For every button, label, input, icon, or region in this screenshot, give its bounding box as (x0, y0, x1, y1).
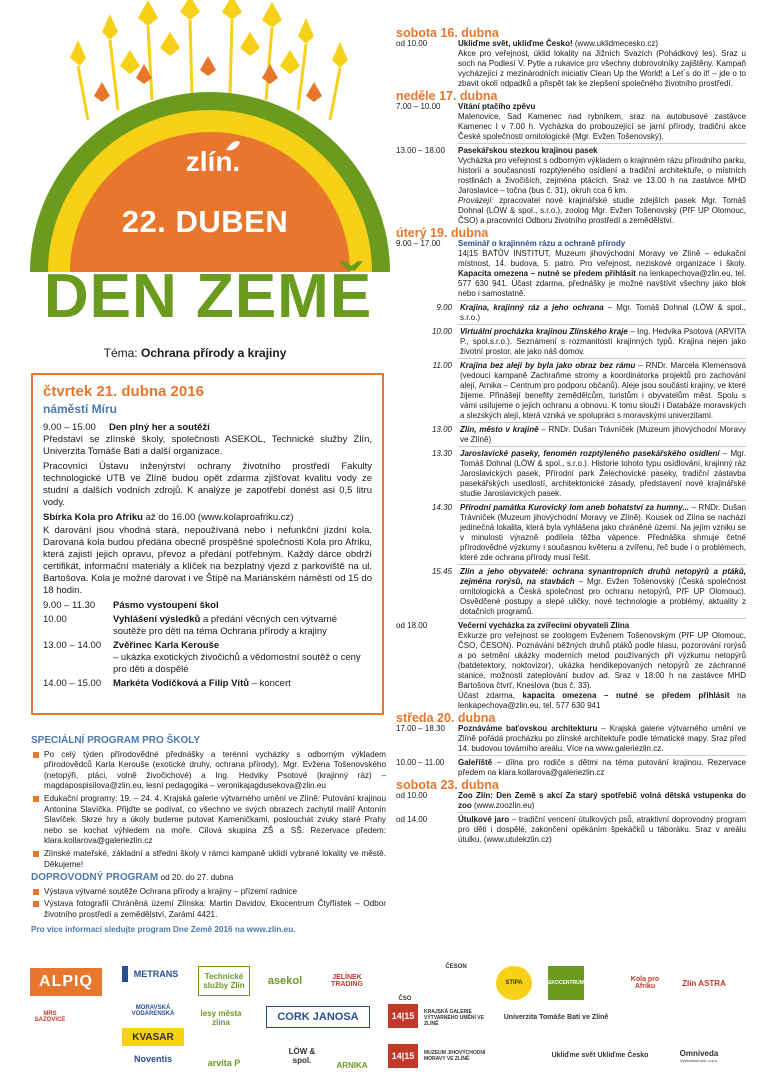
event-date: 22. DUBEN (121, 204, 289, 239)
event-title: Pasekářskou stezkou krajinou pasek (458, 146, 598, 155)
ceson-logo: ČESON (445, 964, 467, 970)
paragraph: Pracovníci Ústavu inženýrství ochrany životního prostředí Fakulty technologické UTB ve Zlíně budou opět zdarma zjišťovat kvalitu vody ze studní a dalších vodních zdrojů. K analýze je zapotřebí donést asi 0,5 litru vody. (43, 461, 372, 508)
lecture-time: 10.00 (431, 327, 452, 336)
row-desc: a předání věcných cen výtvarné soutěže pro děti na téma Ochrana přírody a krajiny (113, 614, 338, 637)
lecture-title: Přírodní památka Kurovický lom aneb bohatství za humny... (460, 503, 690, 512)
lecture-entry (396, 425, 746, 445)
divider (458, 618, 746, 619)
event-entry (396, 102, 746, 142)
row-desc: – koncert (249, 678, 291, 689)
row-title: Pásmo vystoupení škol (113, 600, 219, 611)
event-entry (396, 791, 746, 811)
sponsor-logos (26, 962, 746, 1074)
accompanying-title: DOPROVODNÝ PROGRAM (31, 872, 159, 884)
arnika-logo: ARNIKA (336, 1061, 368, 1070)
event-time: 17.00 – 18.30 (396, 724, 445, 733)
lecture-desc: – Mgr. Tomáš Dohnal (LÖW & spol., s.r.o.). Historie tohoto typu osídlování, krajinný ráz Jaroslavických pasek, Přírodní park Želechovické paseky, tradiční zástavba pasekářských usedlostí, architektonické zásady, představení nové krajinářské studie Jaroslavických pasek. (460, 449, 747, 498)
lecture-title: Krajina bez alejí by byla jako obraz bez rámu (460, 361, 636, 370)
lecture-desc: – RNDr. Marcela Klemensová (vedoucí kampaně Zachraňme stromy a koordinátorka projektů pro zachování alejí, Arnika – Centrum pro podporu občanů). Aleje jsou součástí krajiny, ve které žijeme. Přinášejí benefity zemědělcům, turistům i obyvatelům měst. Spolu s vámi usilujeme o jejich ochranu a obnovu. K tomu slouží i Databáze moravských a slezských alejí, která vzniká ve spolupráci s moravskými univerzitami. (460, 361, 747, 420)
special-heading: SPECIÁLNÍ PROGRAM PRO ŠKOLY (31, 735, 201, 746)
theme-value: Ochrana přírody a krajiny (140, 346, 287, 360)
arvita-logo: arvita P (207, 1058, 241, 1068)
divider (458, 143, 746, 144)
event-entry (396, 146, 746, 226)
row-title: Markéta Vodičková a Filip Vítů (113, 678, 250, 689)
guides-text: zpracovatel nové krajinářské studie zdejších pasek Mgr. Tomáš Dohnal (LÖW & spol., s.r.o.), zoolog Mgr. Evžen Tošenovský (PřF UP Olomouc, ČSO) a pracovníci Odboru životního prostředí a zemědělství. (458, 196, 746, 225)
event-time: 13.00 – 18.00 (396, 146, 445, 155)
event-desc: Akce pro veřejnost, úklid lokality na Jižních Svazích (Pohádkový les). Sraz u soch na Podlesí V. Pytle a rukavice pro všechny dobrovolníky zajištěny. Kampaň vycházející z mezinárodních iniciativ Clean Up the World! a Let´s do it! – jde o to zbavit okolí odpadků a přispět tak ke zlepšení společného životního prostředí. (458, 49, 746, 88)
program-row (43, 640, 372, 676)
list-item: Po celý týden přírodovědné přednášky a terénní vycházky s odborným výkladem přírodovědců Karla Kerouše (exotické druhy, ochrana přírody), Mgr. Evžena Tošenovského (netopýři, ptáci, volně živočichové) a Ing. Hedviky Psotové (krajinný ráz) – magdapospisilova@zlin.eu, lesní pedagogika – veronikajagdusekova@zlin.eu (31, 750, 386, 792)
technicke-sluzby-logo: Technické služby Zlín (198, 966, 250, 996)
paragraph: Představí se zlínské školy, společnosti ASEKOL, Technické služby Zlín, Univerzita Tomáše Bati a další organizace. (43, 434, 372, 457)
day-heading: sobota 16. dubna (396, 26, 499, 40)
omniveda-logo (672, 1042, 726, 1070)
lecture-time: 13.00 (431, 425, 452, 434)
theme-label: Téma: (103, 346, 138, 360)
event-title: DEN ZEMĚ (43, 262, 373, 331)
lecture-entry (396, 567, 746, 617)
galerie-logo: KRAJSKÁ GALERIE VÝTVARNÉHO UMĚNÍ VE ZLÍNĚ (424, 1009, 484, 1027)
more-info-note: Pro více informací sledujte program Dne Země 2016 na www.zlin.eu. (31, 924, 296, 934)
program-row (43, 422, 372, 434)
lesy-logo: lesy města zlína (200, 1009, 242, 1027)
event-entry (396, 758, 746, 778)
day-heading: neděle 17. dubna (396, 89, 498, 103)
event-desc: – dílna pro rodiče s dětmi na téma putování krajinou. Rezervace předem na klara.kollarova@galeriezlin.cz (458, 758, 746, 777)
bike-collection-title: Sbírka Kola pro Afriku (43, 512, 143, 523)
row-time: 10.00 (43, 614, 67, 625)
lecture-entry (396, 503, 746, 563)
divider (458, 358, 746, 359)
event-desc: na lenkapechova@zlin.eu, tel. 577 630 941. Účast zdarma, přednášky je možné navštívit všechny jako blok nebo i samostatně. (458, 269, 747, 298)
utb-logo: Univerzita Tomáše Bati ve Zlíně (503, 1013, 609, 1021)
lecture-entry (396, 327, 746, 357)
lecture-time: 13.30 (431, 449, 452, 458)
lecture-desc: – RNDr. Dušan Trávníček (Muzeum jihovýchodní Moravy ve Zlíně) (460, 425, 746, 444)
accompanying-heading (31, 873, 386, 884)
program-row (43, 614, 372, 638)
row-desc: – ukázka exotických živočichů a vědomostní soutěž o ceny pro děti a dospělé (113, 652, 361, 675)
list-item: Výstava výtvarné soutěže Ochrana přírody a krajiny – přízemí radnice (31, 887, 386, 898)
event-desc: – tradiční vencení útulkových psů, atraktivní doprovodný program pro děti i dospělé, zakončení opékáním špekáčků u táboráku. Sraz v areálu útulku. (www.utulekzlin.cz) (458, 815, 746, 844)
theme-line (0, 346, 390, 360)
event-time: od 14.00 (396, 815, 428, 824)
lecture-desc: – Ing. Hedvika Psotová (ARVITA P., spol.s.r.o.). Seznámení s rozmanitostí krajinných typů. Krajina nejen jako životní prostor, ale jako náš domov. (460, 327, 746, 356)
event-time: od 10.00 (396, 791, 428, 800)
lecture-desc: – RNDr. Dušan Trávníček (Muzeum jihovýchodní Moravy ve Zlíně). Kousek od Zlína se nachází jedinečná lokalita, která byla vyhlášena jako chráněné území. Na jejím vzniku se v minulosti výrazně podílela těžba vápence. Přednáška shrnuje četné přírodovědné výzkumy i současnou květenu a zvířenu, řeč bude i o problémech, které zde ochrana přírody musí řešit. (460, 503, 746, 562)
thursday-place: náměstí Míru (43, 402, 118, 416)
omniveda-name: Omniveda (679, 1049, 719, 1058)
uklidme-cesko-logo: Ukliďme svět Ukliďme Česko (551, 1051, 649, 1059)
mrs-logo: MRS SAZOVICE (34, 1011, 66, 1023)
thursday-heading: čtvrtek 21. dubna 2016 (43, 383, 204, 400)
event-note: na lenkapechova@zlin.eu, tel. 577 630 941 (458, 691, 747, 710)
event-title: Galeříště (458, 758, 493, 767)
accompanying-dates: od 20. do 27. dubna (158, 873, 234, 883)
program-row (43, 600, 372, 612)
lecture-time: 9.00 (436, 303, 452, 312)
program-row (43, 678, 372, 690)
lecture-time: 15.45 (431, 567, 452, 576)
event-entry (396, 815, 746, 845)
guides-label: Provázejí: (458, 196, 494, 205)
divider (458, 812, 746, 813)
event-note: Účast zdarma, (458, 691, 515, 700)
lecture-entry (396, 449, 746, 499)
event-time: 10.00 – 11.00 (396, 758, 445, 767)
row-time: 9.00 – 15.00 (43, 422, 96, 433)
event-entry (396, 724, 746, 754)
omniveda-sub: Výzkumná ozn. o.p.s. (679, 1058, 719, 1063)
divider (458, 755, 746, 756)
moravska-vodarenska-logo: MORAVSKÁ VODÁRENSKÁ (131, 1005, 175, 1017)
event-desc: Malenovice, Sad Kamenec nad rybníkem, sraz na autobusové zastávce Kamenec I v 7.00 h. Vycházka do probouzející se jarní přírody, tradiční akce České společnosti ornitologické (Mgr. Evžen Tošenovský). (458, 112, 746, 141)
paragraph: K darování jsou vhodná stará, nepoužívaná nebo i nefunkční jízdní kola. Darovaná kola budou předána obecně prospěšné společnosti Kola pro Afriku, která zajistí jejich opravu, převoz a předání potřebným. Každý dárce obdrží certifikát, informační materiály a klíček na bezplatný vjezd z parkoviště na ul. Bartošova. Kola je možné darovat i ve Štípě na Mariánském náměstí od 15 do 18 hodin. (43, 525, 372, 596)
lecture-title: Virtuální procházka krajinou Zlínského kraje (460, 327, 628, 336)
lecture-entry (396, 303, 746, 323)
divider (458, 324, 746, 325)
asekol-logo: asekol (267, 975, 303, 987)
lecture-title: Zlín a jeho obyvatelé: ochrana synantropních druhů netopýrů a ptáků, zejména rorýsů, na stavbách (460, 567, 746, 586)
lecture-desc: – Mgr. Evžen Tošenovský (Česká společnost ornitologická a Česká společnost pro ochranu netopýrů, PřF UP Olomouc). Osvědčené postupy a slepé uličky, nové technologie a problémy, aktuality z dotačních programů. (460, 577, 746, 616)
row-title: Vyhlášení výsledků (113, 614, 201, 625)
event-time: od 10.00 (396, 39, 428, 48)
divider (458, 564, 746, 565)
lecture-time: 14.30 (431, 503, 452, 512)
ekocentrum-logo: EKOCENTRUM (548, 966, 584, 1000)
1415-logo: 14|15 (388, 1044, 418, 1068)
divider (458, 300, 746, 301)
lecture-title: Krajina, krajinný ráz a jeho ochrana (460, 303, 604, 312)
divider (458, 446, 746, 447)
low-logo: LÖW & spol. (288, 1047, 316, 1065)
event-entry (396, 239, 746, 299)
event-desc: Exkurze pro veřejnost se zoologem Evženem Tošenovským (PřF UP Olomouc, ČSO, ČESON). Poznávání běžných druhů ptáků podle hlasu, pozorování rorýsů a po setmění ukázky moderních metod používaných při výzkumu netopýrů (batdetektory, noktovizor), ukázka hendikepovaných netopýrů ze záchranné stanice, možnosti zateplování budov ad. Sraz v 18.00 h na zastávce MHD Bartošova čtvrť, Kneslova (bus č. 33). (458, 631, 746, 690)
day-heading: středa 20. dubna (396, 711, 496, 725)
city-logo-text: zlín. (185, 146, 241, 177)
row-title: Den plný her a soutěží (109, 422, 210, 433)
list-item: Edukační programy: 19. – 24. 4. Krajská galerie výtvarného umění ve Zlíně: Putování krajinou Antonína Slavíčka. Přijďte se podívat, co všechno ve svých obrazech zachytil malíř Antonín Slavíček. Skrze hry a úkoly budeme putovat Kameničkami, poslouchat zvuky staré Prahy nebo se kochat výhledem na moře. Cílová skupina ZŠ a SŠ. Rezervace předem: klara.kollarova@galeriezlin.cz (31, 794, 386, 847)
kola-pro-afriku-logo: Kola pro Afriku (630, 976, 660, 990)
event-desc: 14|15 BAŤŮV INSTITUT, Muzeum jihovýchodní Moravy ve Zlíně – edukační místnost, 14. budova, 5. patro. Pro veřejnost, neziskové organizace i školy. (458, 249, 746, 268)
event-title: Zoo Zlín: Den Země s akcí Za starý spotřebič volná dětská vstupenka do zoo (458, 791, 746, 810)
event-link: (www.uklidmecesko.cz) (572, 39, 659, 48)
stipa-logo: STIPA (496, 966, 532, 1000)
row-title: Zvěřinec Karla Kerouše (113, 640, 220, 651)
event-title: Útulkové jaro (458, 815, 510, 824)
list-item: Výstava fotografií Chráněná území Zlínska: Martin Davidov, Ekocentrum Čtyřlístek – Odbor životního prostředí a zemědělství, Zarámí 4421. (31, 899, 386, 920)
jelinek-logo: JELÍNEK TRADING (331, 974, 363, 988)
capacity-note: Kapacita omezena – nutné se předem přihlásit (458, 269, 636, 278)
event-desc: (www.zoozlin.eu) (471, 801, 535, 810)
event-entry (396, 39, 746, 89)
lecture-entry (396, 361, 746, 421)
noventis-logo: Noventis (133, 1054, 172, 1064)
event-desc: Vycházka pro veřejnost s odborným výkladem o krajinném rázu přírodního parku, historii a současnosti rozptýleného osídlení a tradiční architektuře, o místních rostlinách a živočiších, zejména ptácích. Sraz ve 13.00 h na zastávce MHD Jaroslavice – točna (bus č. 31), okruh cca 6 km. (458, 156, 746, 195)
1415-logo: 14|15 (388, 1004, 418, 1028)
muzeum-logo: MUZEUM JIHOVÝCHODNÍ MORAVY VE ZLÍNĚ (424, 1050, 486, 1062)
cso-logo: ČSO (398, 996, 412, 1002)
row-time: 13.00 – 14.00 (43, 640, 102, 651)
thursday-program-box (31, 373, 384, 715)
day-heading: sobota 23. dubna (396, 778, 499, 792)
event-entry (396, 621, 746, 711)
divider (458, 500, 746, 501)
zlin-astra-logo: Zlín ASTRA (682, 978, 726, 988)
event-time: od 18.00 (396, 621, 428, 630)
day-heading: úterý 19. dubna (396, 226, 489, 240)
hero-graphic (0, 0, 390, 372)
divider (458, 422, 746, 423)
metrans-logo: METRANS (122, 966, 184, 982)
bike-collection-time: až do 16.00 (www.kolaproafriku.cz) (142, 512, 294, 523)
row-time: 9.00 – 11.30 (43, 600, 96, 611)
lecture-title: Zlín, město v krajině (460, 425, 539, 434)
row-time: 14.00 – 15.00 (43, 678, 102, 689)
alpiq-logo: ALPIQ (30, 968, 102, 996)
event-desc: – Krajská galerie výtvarného umění ve Zlíně pořádá procházku po zlínské architektuře podle tématické mapy. Sraz před 14. budovou továrního areálu. Více na www.galeriezlin.cz. (458, 724, 747, 753)
lecture-desc: – Mgr. Tomáš Dohnal (LÖW & spol., s.r.o.) (460, 303, 746, 322)
cork-janosa-logo: CORK JANOSA (266, 1006, 370, 1028)
kvasar-logo: KVASAR (122, 1028, 184, 1046)
event-title: Vítání ptačího zpěvu (458, 102, 536, 111)
list-item: Zlínské mateřské, základní a střední školy v rámci kampaně uklidí vybrané lokality ve městě. Děkujeme! (31, 849, 386, 870)
event-title: Seminář o krajinném rázu a ochraně přírody (458, 239, 626, 248)
event-title: Večerní vycházka za zvířecími obyvateli Zlína (458, 621, 630, 630)
event-title: Ukliďme svět, ukliďme Česko! (458, 39, 573, 48)
event-time: 9.00 – 17.00 (396, 239, 441, 248)
event-time: 7.00 – 10.00 (396, 102, 441, 111)
schedule-column (396, 26, 746, 845)
special-program-section (31, 736, 386, 935)
paragraph (43, 512, 372, 524)
capacity-note: kapacita omezena – nutné se předem přihlásit (514, 691, 730, 700)
lecture-title: Jaroslavické paseky, fenomén rozptýleného pasekářského osídlení (460, 449, 720, 458)
lecture-time: 11.00 (432, 361, 452, 370)
event-title: Poznáváme baťovskou architekturu (458, 724, 598, 733)
